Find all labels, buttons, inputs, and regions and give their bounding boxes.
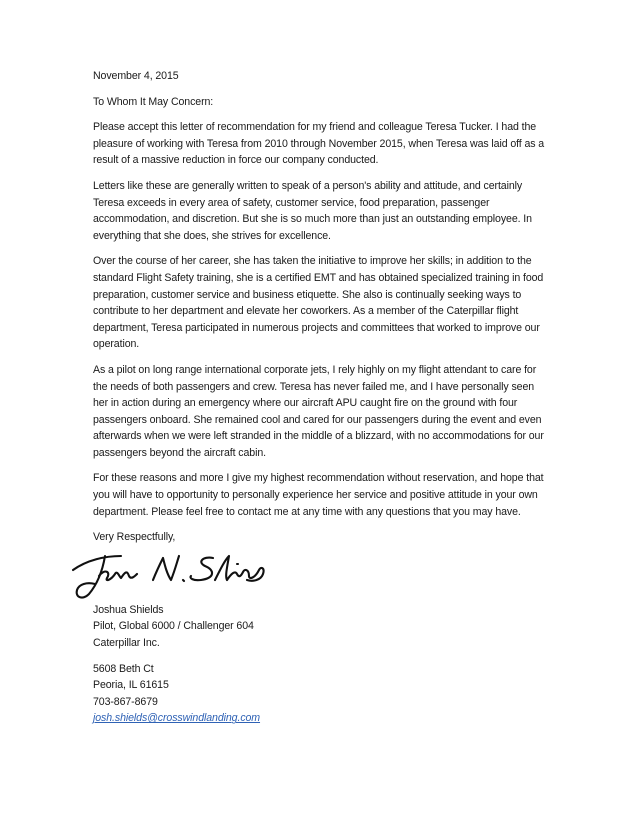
sender-title: Pilot, Global 6000 / Challenger 604	[93, 620, 254, 633]
letter-salutation: To Whom It May Concern:	[93, 95, 214, 108]
sender-address-line-1: 5608 Beth Ct	[93, 662, 154, 675]
letter-paragraph-4: As a pilot on long range international corporate jets, I rely highly on my flight attendant to care for the needs of both passengers and crew. Teresa has never failed me, and I have personally seen her in action during an emergency where our aircraft APU caught fire on the ground with four passengers onboard. She remained cool and cared for our passengers during the event and even afterwards when we were left stranded in the middle of a blizzard, with no accommodations for our passengers beyond the aircraft cabin.	[93, 363, 544, 459]
letter-body	[93, 68, 548, 727]
sender-phone: 703-867-8679	[93, 695, 158, 708]
sender-company: Caterpillar Inc.	[93, 637, 160, 650]
sender-email-line	[93, 710, 548, 727]
letter-paragraph-3: Over the course of her career, she has taken the initiative to improve her skills; in addition to the standard Flight Safety training, she is a certified EMT and has obtained specialized training in food preparation, customer service and business etiquette. She also is continually seeking ways to contribute to her department and elevate her coworkers. As a member of the Caterpillar flight department, Teresa participated in numerous projects and committees that worked to improve our operation.	[93, 255, 544, 351]
letter-date: November 4, 2015	[93, 70, 179, 82]
letter-paragraph-5: For these reasons and more I give my highest recommendation without reservation, and hope that you will have to opportunity to personally experience her service and positive attitude in your own department. Please feel free to contact me at any time with any questions that you may have.	[93, 472, 544, 518]
letter-closing: Very Respectfully,	[93, 531, 176, 544]
sender-address-line-2: Peoria, IL 61615	[93, 679, 169, 692]
letter-paragraph-1: Please accept this letter of recommendation for my friend and colleague Teresa Tucker. I had the pleasure of working with Teresa from 2010 through November 2015, when Teresa was laid off as a result of a massive reduction in force our company conducted.	[93, 121, 545, 167]
handwritten-signature	[65, 546, 275, 602]
address-spacer	[93, 652, 548, 661]
sender-name: Joshua Shields	[93, 603, 164, 616]
sender-email-link[interactable]: josh.shields@crosswindlanding.com	[93, 712, 261, 725]
letter-paragraph-2: Letters like these are generally written to speak of a person's ability and attitude, and certainly Teresa exceeds in every area of safety, customer service, food preparation, passenger accommodation, and discretion. But she is so much more than just an outstanding employee. In everything that she does, she strives for excellence.	[93, 179, 532, 242]
